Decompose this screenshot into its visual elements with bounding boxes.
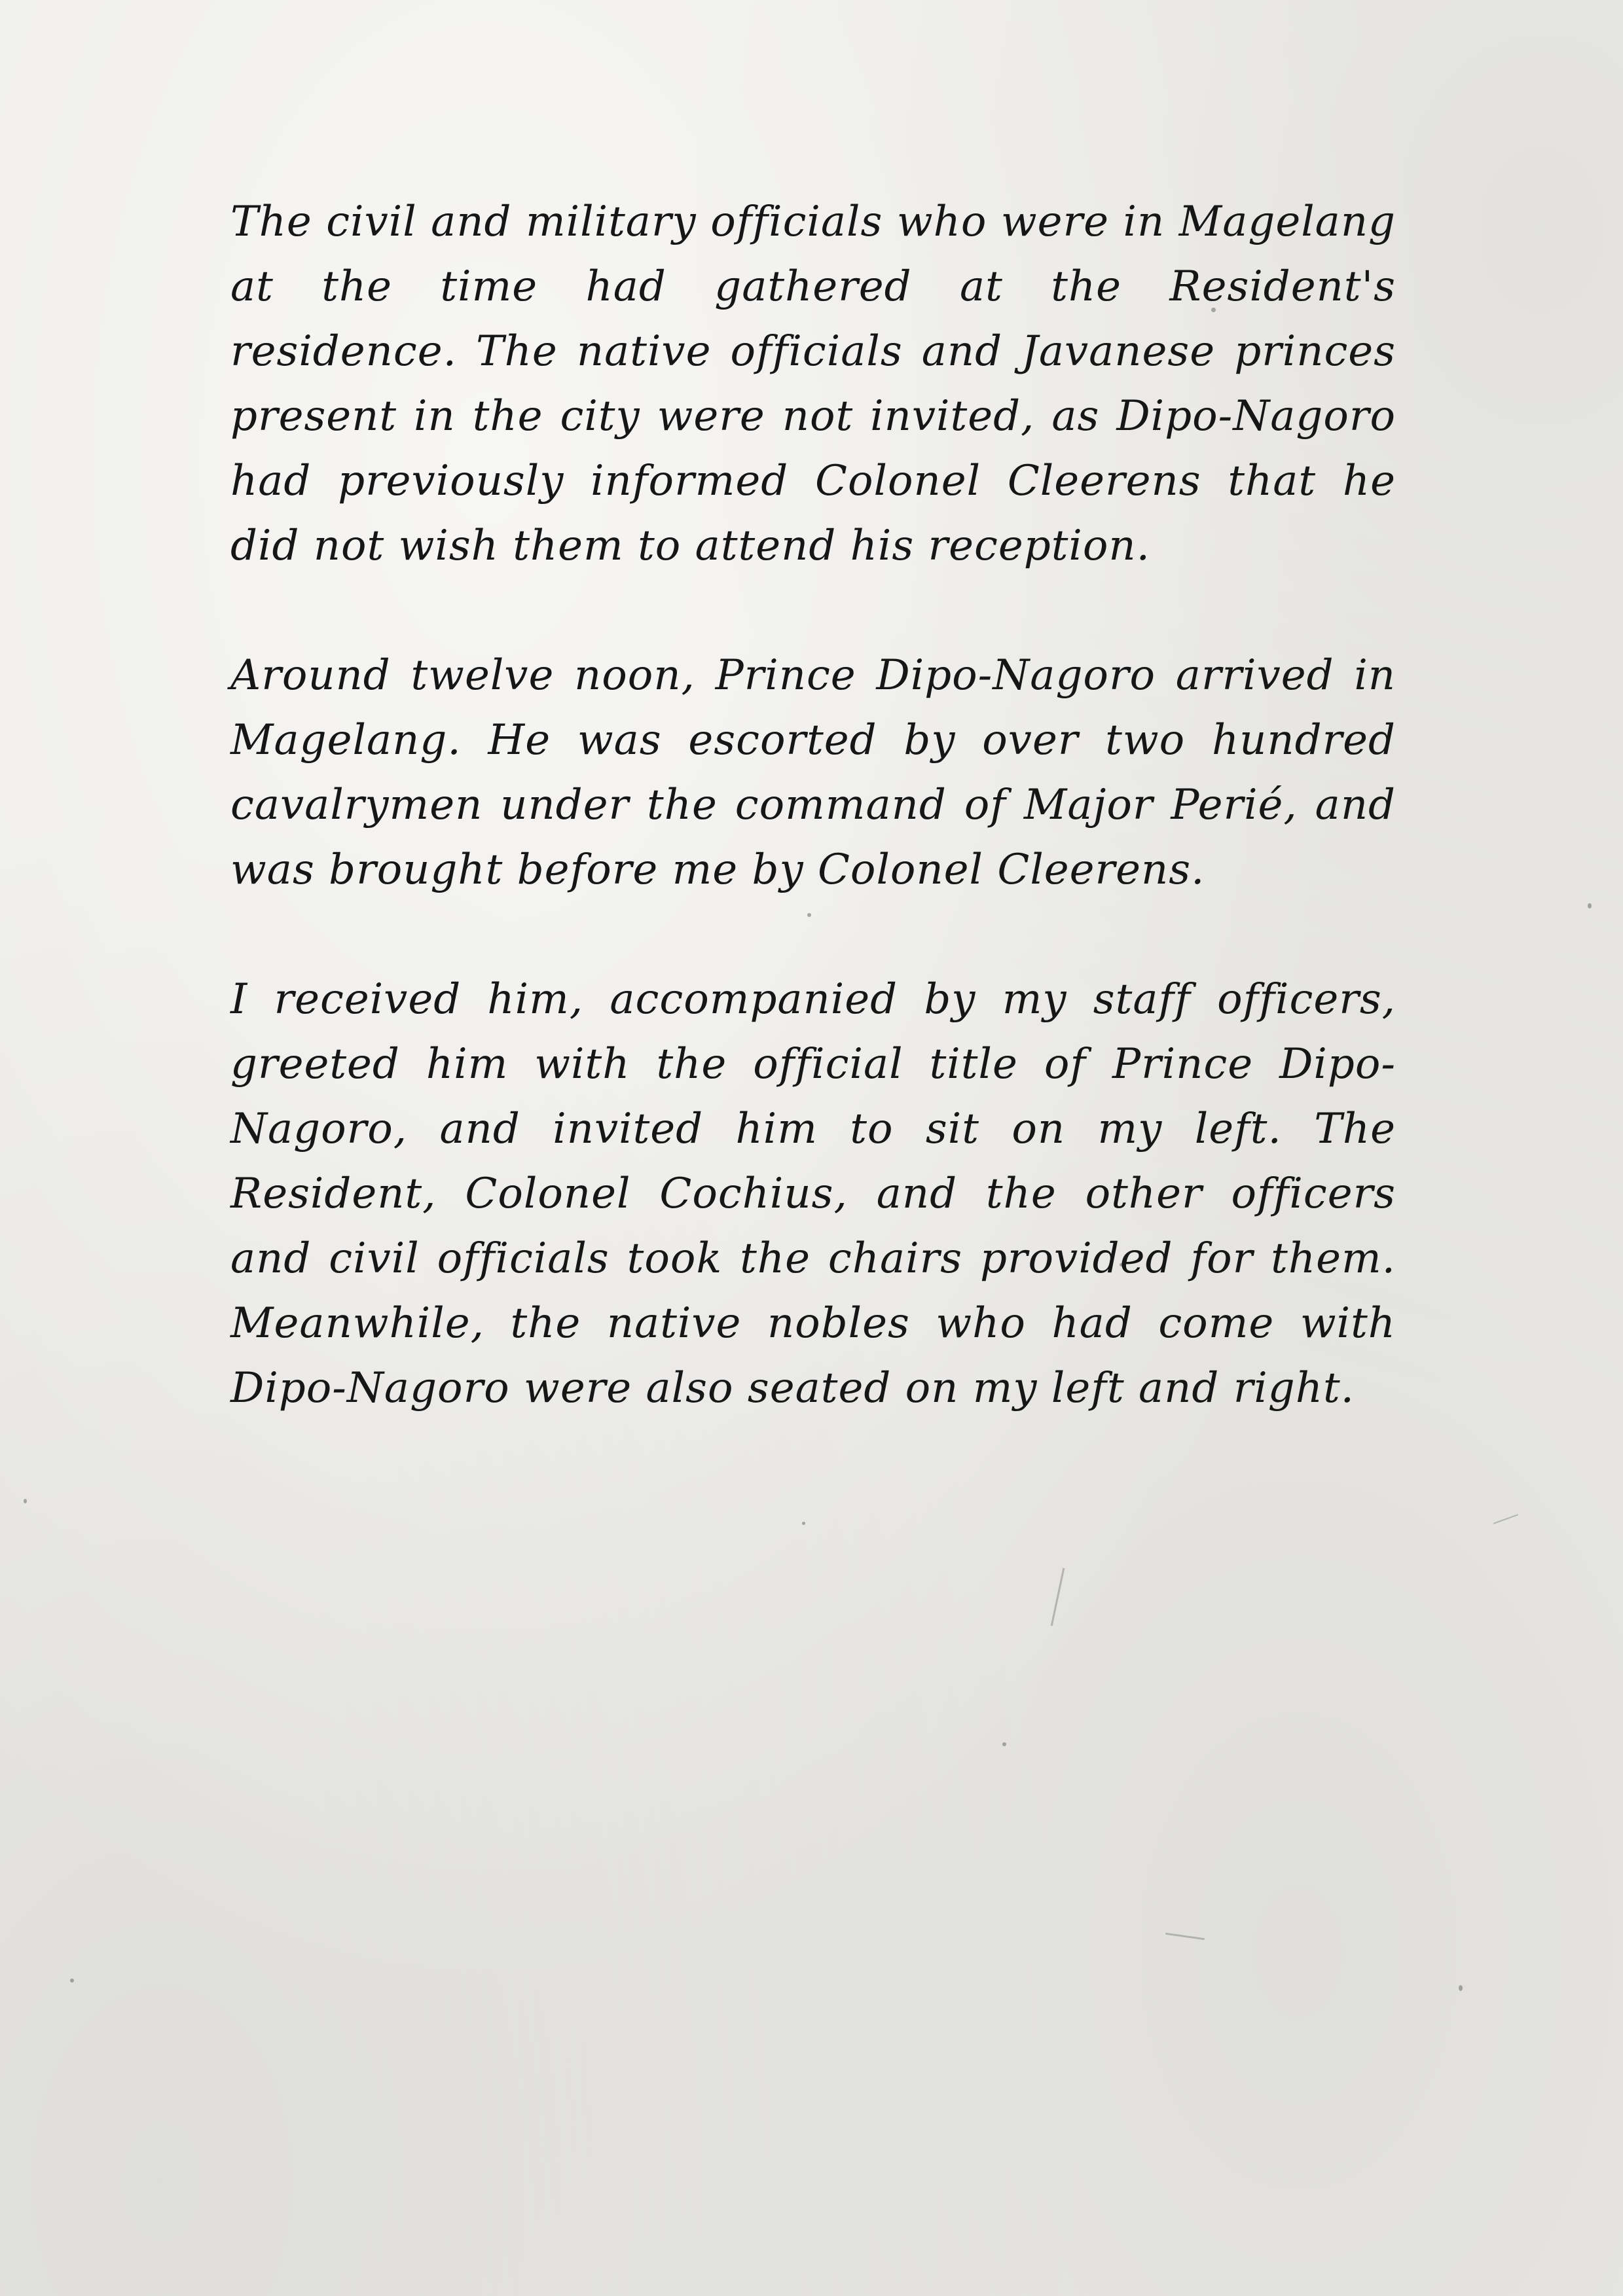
paper-speck	[802, 1522, 805, 1525]
paragraph: I received him, accompanied by my staff officers, greeted him with the official title of Prince Dipo-Nagoro, and invited him to sit on my left. The Resident, Colonel Cochius, and the other officers and civil officials took the chairs provided for them. Meanwhile, the native nobles who had come with Dipo-Nagoro were also seated on my left and right.	[230, 975, 1396, 1412]
paragraph: Around twelve noon, Prince Dipo-Nagoro arrived in Magelang. He was escorted by over two hundred cavalrymen under the command of Major Perié, and was brought before me by Colonel Cleerens.	[230, 651, 1396, 894]
handwritten-letter	[230, 190, 1396, 1421]
paper-scratch	[1051, 1568, 1065, 1626]
paper-speck	[1002, 1742, 1006, 1746]
paper-scratch	[1165, 1933, 1205, 1940]
paper-speck	[1588, 903, 1592, 908]
paper-speck	[24, 1499, 27, 1503]
paper-scratch	[1493, 1514, 1518, 1524]
paper-speck	[70, 1979, 74, 1982]
paper-speck	[1459, 1985, 1463, 1991]
paragraph: The civil and military officials who were in Magelang at the time had gathered at the Resident's residence. The native officials and Javanese princes present in the city were not invited, as Dipo-Nagoro had previously informed Colonel Cleerens that he did not wish them to attend his reception.	[230, 198, 1396, 570]
